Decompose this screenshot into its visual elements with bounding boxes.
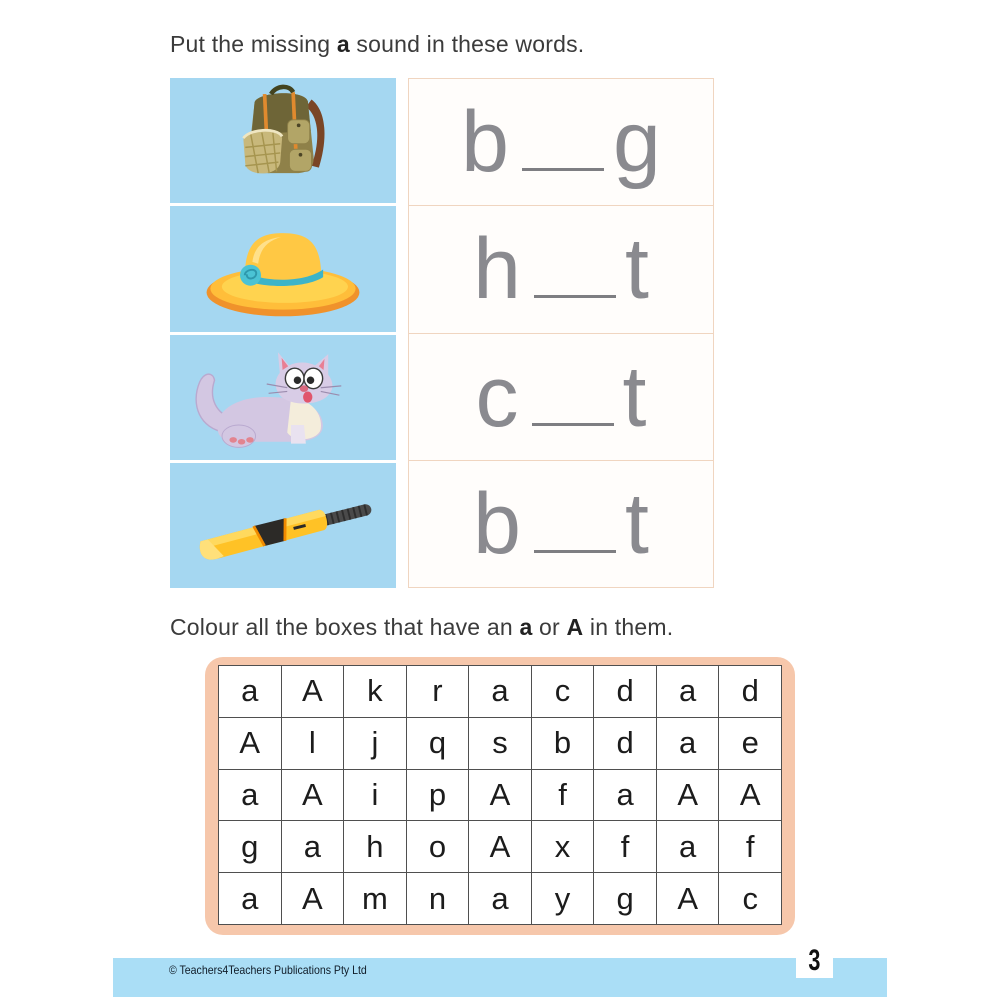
instruction-text: in them.	[583, 614, 674, 640]
grid-cell-r2-c7[interactable]: d	[594, 718, 656, 769]
grid-cell-r4-c9[interactable]: f	[719, 821, 781, 872]
word-last-letter: t	[622, 348, 647, 445]
word-box-hat	[408, 206, 714, 333]
word-box-bat	[408, 461, 714, 588]
bag-image	[223, 83, 343, 198]
fill-in-word	[473, 221, 649, 318]
grid-cell-r2-c5[interactable]: s	[469, 718, 531, 769]
instruction-text: Colour all the boxes that have an	[170, 614, 520, 640]
instruction-colour-boxes	[170, 614, 673, 641]
hat-image	[197, 214, 369, 324]
grid-cell-r5-c1[interactable]: a	[219, 873, 281, 924]
bold-letter-a: a	[336, 31, 350, 57]
grid-cell-r5-c9[interactable]: c	[719, 873, 781, 924]
bold-letter-A: A	[566, 614, 584, 640]
grid-cell-r1-c7[interactable]: d	[594, 666, 656, 717]
word-last-letter: t	[624, 221, 649, 318]
picture-cell-cat	[170, 335, 396, 460]
copyright-text: © Teachers4Teachers Publications Pty Ltd	[169, 963, 367, 977]
grid-cell-r4-c8[interactable]: a	[657, 821, 719, 872]
grid-cell-r3-c4[interactable]: p	[407, 770, 469, 821]
grid-cell-r3-c9[interactable]: A	[719, 770, 781, 821]
grid-cell-r1-c2[interactable]: A	[282, 666, 344, 717]
grid-cell-r4-c5[interactable]: A	[469, 821, 531, 872]
grid-cell-r2-c9[interactable]: e	[719, 718, 781, 769]
grid-cell-r5-c4[interactable]: n	[407, 873, 469, 924]
grid-cell-r4-c4[interactable]: o	[407, 821, 469, 872]
grid-cell-r1-c6[interactable]: c	[532, 666, 594, 717]
instruction-text: sound in these words.	[349, 31, 585, 57]
picture-column	[170, 78, 396, 588]
word-column	[408, 78, 714, 588]
cat-image	[181, 339, 386, 456]
grid-cell-r1-c4[interactable]: r	[407, 666, 469, 717]
grid-cell-r4-c3[interactable]: h	[344, 821, 406, 872]
missing-letter-blank[interactable]	[532, 423, 614, 426]
word-first-letter: b	[461, 94, 509, 191]
page-number: 3	[808, 943, 821, 977]
letter-grid	[218, 665, 782, 925]
word-box-cat	[408, 334, 714, 461]
word-first-letter: c	[475, 348, 519, 445]
picture-cell-cricket-bat	[170, 463, 396, 588]
grid-cell-r5-c8[interactable]: A	[657, 873, 719, 924]
word-last-letter: t	[624, 475, 649, 572]
grid-cell-r4-c2[interactable]: a	[282, 821, 344, 872]
letter-grid-container	[205, 657, 795, 935]
missing-letter-blank[interactable]	[522, 168, 604, 171]
missing-letter-blank[interactable]	[534, 295, 616, 298]
missing-letter-blank[interactable]	[534, 550, 616, 553]
fill-in-word	[461, 94, 661, 191]
grid-cell-r2-c6[interactable]: b	[532, 718, 594, 769]
instruction-text: Put the missing	[170, 31, 337, 57]
grid-cell-r2-c8[interactable]: a	[657, 718, 719, 769]
grid-cell-r1-c5[interactable]: a	[469, 666, 531, 717]
grid-cell-r3-c2[interactable]: A	[282, 770, 344, 821]
grid-cell-r2-c3[interactable]: j	[344, 718, 406, 769]
instruction-text: or	[532, 614, 567, 640]
grid-cell-r1-c1[interactable]: a	[219, 666, 281, 717]
picture-cell-bag	[170, 78, 396, 203]
grid-cell-r1-c3[interactable]: k	[344, 666, 406, 717]
grid-cell-r3-c5[interactable]: A	[469, 770, 531, 821]
word-box-bag	[408, 78, 714, 206]
grid-cell-r1-c9[interactable]: d	[719, 666, 781, 717]
word-first-letter: b	[473, 475, 521, 572]
grid-cell-r2-c1[interactable]: A	[219, 718, 281, 769]
grid-cell-r3-c3[interactable]: i	[344, 770, 406, 821]
grid-cell-r5-c3[interactable]: m	[344, 873, 406, 924]
word-last-letter: g	[613, 94, 661, 191]
footer-bar	[113, 958, 887, 997]
grid-cell-r5-c2[interactable]: A	[282, 873, 344, 924]
grid-cell-r3-c1[interactable]: a	[219, 770, 281, 821]
grid-cell-r5-c6[interactable]: y	[532, 873, 594, 924]
grid-cell-r3-c7[interactable]: a	[594, 770, 656, 821]
grid-cell-r2-c2[interactable]: l	[282, 718, 344, 769]
grid-cell-r5-c5[interactable]: a	[469, 873, 531, 924]
grid-cell-r2-c4[interactable]: q	[407, 718, 469, 769]
fill-in-word	[473, 475, 649, 572]
picture-cell-hat	[170, 206, 396, 331]
instruction-missing-sound	[170, 31, 584, 58]
grid-cell-r1-c8[interactable]: a	[657, 666, 719, 717]
word-first-letter: h	[473, 221, 521, 318]
bold-letter-a: a	[519, 614, 533, 640]
grid-cell-r4-c7[interactable]: f	[594, 821, 656, 872]
grid-cell-r5-c7[interactable]: g	[594, 873, 656, 924]
grid-cell-r3-c6[interactable]: f	[532, 770, 594, 821]
grid-cell-r3-c8[interactable]: A	[657, 770, 719, 821]
fill-in-word	[475, 348, 647, 445]
grid-cell-r4-c1[interactable]: g	[219, 821, 281, 872]
cricket-bat-image	[181, 473, 386, 578]
grid-cell-r4-c6[interactable]: x	[532, 821, 594, 872]
page-number-box	[796, 943, 833, 978]
